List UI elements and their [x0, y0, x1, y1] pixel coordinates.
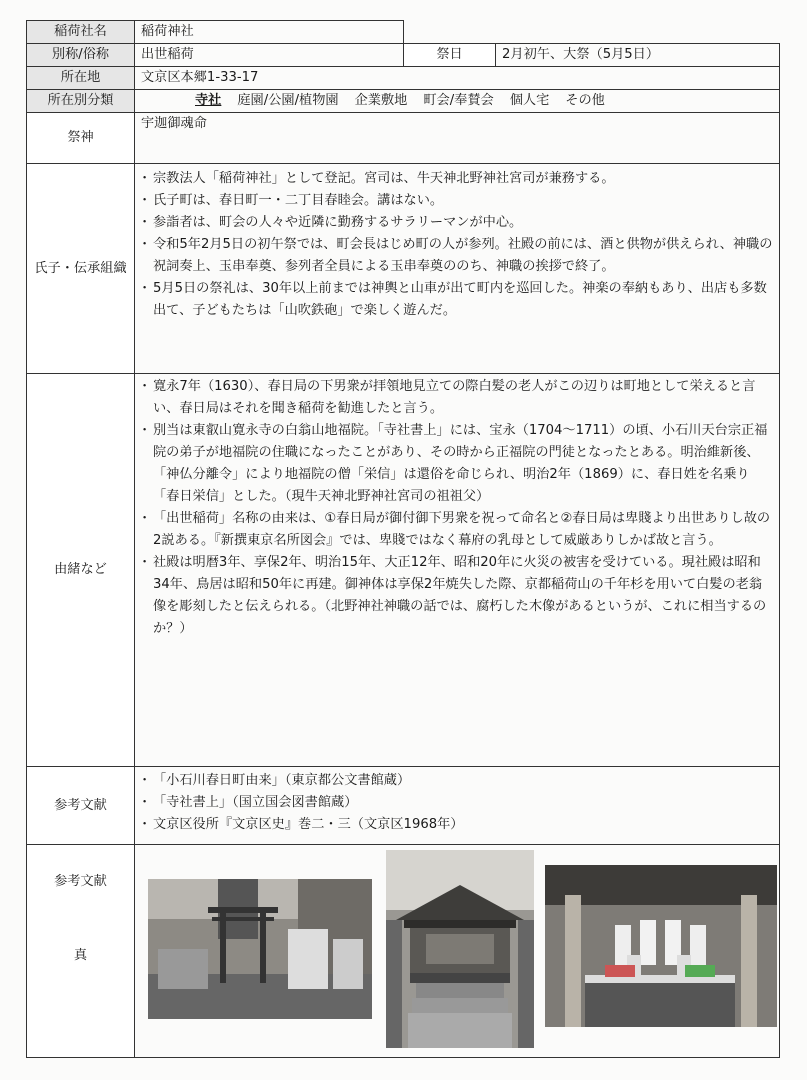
fox-offerings-photo	[545, 865, 777, 1027]
reference-item: ・ 「小石川春日町由来」（東京都公文書館蔵）	[141, 770, 773, 792]
shrine-record-table	[26, 20, 780, 1058]
label-location-type: 所在別分類	[27, 90, 135, 113]
location-option: 企業敷地	[354, 93, 408, 108]
label-references: 参考文献	[27, 767, 135, 845]
label-parish: 氏子・伝承組織	[27, 164, 135, 374]
row-location-type	[27, 90, 780, 113]
label-history: 由緒など	[27, 374, 135, 767]
row-alias	[27, 44, 780, 67]
row-deity	[27, 113, 780, 164]
parish-item: ・ 参詣者は、町会の人々や近隣に勤務するサラリーマンが中心。	[141, 212, 773, 234]
row-photos	[27, 845, 780, 1058]
history-item: ・ 「出世稲荷」名称の由来は、①春日局が御付御下男衆を祝って命名と②春日局は卑賤より出世ありし故の2説ある。『新撰東京名所図会』では、卑賤ではなく幕府の乳母として威厳ありしかば故と言う。	[141, 508, 773, 552]
value-festival: 2月初午、大祭（5月5日）	[496, 44, 780, 67]
torii-gate-photo	[148, 879, 372, 1019]
row-shrine-name	[27, 21, 780, 44]
row-parish	[27, 164, 780, 374]
label-address: 所在地	[27, 67, 135, 90]
row-address	[27, 67, 780, 90]
location-option: その他	[565, 93, 605, 108]
location-option: 町会/奉賛会	[423, 93, 494, 108]
value-address: 文京区本郷1-33-17	[135, 67, 780, 90]
history-item: ・ 社殿は明暦3年、享保2年、明治15年、大正12年、昭和20年に火災の被害を受けている。現社殿は昭和34年、鳥居は昭和50年に再建。御神体は享保2年焼失した際、京都稲荷山の千年杉を用いて白髪の老翁像を彫刻したと伝えられる。（北野神社神職の話では、腐朽した木像があるというが、これに相当するのか？）	[141, 552, 773, 640]
label-festival: 祭日	[404, 44, 496, 67]
parish-item: ・ 5月5日の祭礼は、30年以上前までは神輿と山車が出て町内を巡回した。神楽の奉納もあり、出店も多数出て、子どもたちは「山吹鉄砲」で楽しく遊んだ。	[141, 278, 773, 322]
parish-item: ・ 令和5年2月5日の初午祭では、町会長はじめ町の人が参列。社殿の前には、酒と供物が供えられ、神職の祝詞奏上、玉串奉奠、参列者全員による玉串奉奠ののち、神職の挨拶で終了。	[141, 234, 773, 278]
parish-item: ・ 氏子町は、春日町一・二丁目春睦会。講はない。	[141, 190, 773, 212]
history-item: ・ 寛永7年（1630）、春日局の下男衆が拝領地見立ての際白髪の老人がこの辺りは町地として栄えると言い、春日局はそれを聞き稲荷を勧進したと言う。	[141, 376, 773, 420]
value-shrine-name: 稲荷神社	[135, 21, 404, 44]
history-item: ・ 別当は東叡山寛永寺の白翁山地福院。「寺社書上」には、宝永（1704～1711）の頃、小石川天台宗正福院の弟子が地福院の住職になったことがあり、その時から正福院の門徒となったとある。明治維新後、「神仏分離令」により地福院の僧「栄信」は還俗を命じられ、明治2年（1869）に、春日姓を名乗り「春日栄信」とした。（現牛天神北野神社宮司の祖祖父）	[141, 420, 773, 508]
shrine-building-photo	[386, 850, 534, 1048]
label-shrine-name: 稲荷社名	[27, 21, 135, 44]
reference-item: ・ 「寺社書上」（国立国会図書館蔵）	[141, 792, 773, 814]
photo-strip	[135, 845, 779, 1057]
reference-item: ・ 文京区役所『文京区史』巻二・三（文京区1968年）	[141, 814, 773, 836]
location-option: 庭園/公園/植物園	[237, 93, 339, 108]
parish-item: ・ 宗教法人「稲荷神社」として登記。宮司は、牛天神北野神社宮司が兼務する。	[141, 168, 773, 190]
location-option-selected: 寺社	[195, 93, 222, 108]
location-option: 個人宅	[509, 93, 550, 108]
label-deity: 祭神	[27, 113, 135, 164]
location-type-options	[141, 90, 773, 112]
value-alias: 出世稲荷	[135, 44, 404, 67]
value-deity: 宇迦御魂命	[135, 113, 780, 164]
label-photos-top: 参考文献	[54, 874, 107, 889]
blank-cell	[404, 21, 780, 44]
row-references	[27, 767, 780, 845]
label-photos-bottom: 真	[73, 948, 88, 963]
row-history	[27, 374, 780, 767]
label-alias: 別称/俗称	[27, 44, 135, 67]
